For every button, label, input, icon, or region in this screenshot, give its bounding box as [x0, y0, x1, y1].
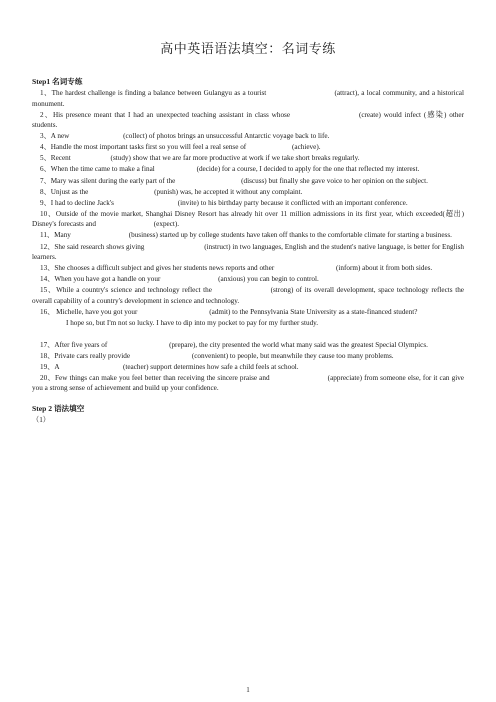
question-text: 3、A new — [40, 132, 72, 141]
question-list — [32, 88, 464, 317]
question-item — [32, 340, 464, 351]
question-text: 18、Private cars really provide — [40, 351, 132, 360]
question-text: 1、The hardest challenge is finding a balance between Gulangyu as a tourist — [40, 89, 269, 97]
word-hint: (instruct) in two languages, English and the student's native language, is better for English learners. — [32, 242, 465, 262]
word-hint: (inform) about it from both sides. — [336, 264, 433, 273]
question-text: 6、When the time came to make a final — [40, 165, 157, 174]
question-text: 11、Many — [40, 231, 73, 240]
question-text: 14、When you have got a handle on your — [40, 275, 163, 284]
word-hint: (admit) to the Pennsylvania State University as a state-financed student? — [209, 307, 418, 316]
question-text: 15、While a country's science and technology reflect the — [40, 286, 215, 295]
question-item — [32, 153, 464, 164]
word-hint: (anxious) you can begin to control. — [218, 275, 319, 284]
word-hint: (business) started up by college students have taken off thanks to the comfortable climate for starting a business. — [128, 231, 452, 240]
page-title: 高中英语语法填空：名词专练 — [160, 41, 336, 56]
step2-heading: Step 2 语法填空 — [32, 404, 85, 414]
worksheet-body — [32, 77, 464, 426]
question-item — [32, 242, 464, 263]
question-text: 9、I had to decline Jack's — [40, 198, 116, 207]
question-text: 2、His presence meant that I had an unexpected teaching assistant in class whose — [40, 110, 293, 119]
question-item — [32, 142, 464, 153]
question-list-continued — [32, 340, 464, 394]
q16-reply: I hope so, but I'm not so lucky. I have to dip into my pocket to pay for my further study. — [66, 319, 319, 327]
question-text: 4、Handle the most important tasks first so you will feel a real sense of — [40, 143, 248, 152]
word-hint: (collect) of photos brings an unsuccessful Antarctic voyage back to life. — [123, 132, 330, 141]
question-item — [32, 285, 464, 306]
step1-heading: Step1 名词专练 — [32, 77, 83, 86]
question-item — [32, 110, 464, 131]
question-item — [32, 230, 464, 241]
question-text: 16、 Michelle, have you got your — [40, 307, 140, 316]
word-hint: (discuss) but finally she gave voice to her opinion on the subject. — [241, 176, 428, 185]
question-item — [32, 176, 464, 187]
word-hint: (expect). — [153, 220, 180, 229]
question-text: 20、Few things can make you feel better than receiving the sincere praise and — [40, 373, 272, 382]
step2-subsection: （1） — [32, 416, 50, 425]
question-item — [32, 307, 464, 318]
question-item — [32, 164, 464, 175]
question-item — [32, 373, 464, 394]
word-hint: (teacher) support determines how safe a child feels at school. — [122, 362, 299, 371]
question-item — [32, 88, 464, 109]
question-text: 13、She chooses a difficult subject and gives her students news reports and other — [40, 264, 277, 273]
question-text: 17、After five years of — [40, 340, 110, 349]
question-text: 5、Recent — [40, 154, 73, 163]
word-hint: (invite) to his birthday party because it conflicted with an important conference. — [177, 198, 408, 207]
question-text: 7、Mary was silent during the early part of the — [40, 176, 178, 185]
question-item — [32, 351, 464, 362]
question-item — [32, 274, 464, 285]
page-number: 1 — [246, 686, 250, 694]
word-hint: (create) would infect (感染) other students. — [32, 110, 465, 130]
question-text: 12、She said research shows giving — [40, 242, 147, 251]
question-item — [32, 131, 464, 142]
question-text: 10、Outside of the movie market, Shanghai Disney Resort has already hit over 11 million admissions in its first year, which exceeded(超出) Disney's forecasts and — [32, 209, 464, 229]
word-hint: (achieve). — [292, 143, 321, 152]
question-item — [32, 209, 464, 230]
question-text: 19、A — [40, 362, 61, 371]
question-item — [32, 198, 464, 209]
word-hint: (attract), a local community, and a historical monument. — [32, 89, 464, 108]
question-item — [32, 263, 464, 274]
word-hint: (decide) for a course, I decided to apply for the one that reflected my interest. — [196, 165, 420, 174]
question-item — [32, 187, 464, 198]
word-hint: (strong) of its overall development, space technology reflects the overall capability of a country's development in science and technology. — [32, 286, 464, 305]
word-hint: (prepare), the city presented the world what many said was the greatest Special Olympics. — [169, 340, 428, 349]
word-hint: (study) show that we are far more productive at work if we take short breaks regularly. — [110, 154, 360, 163]
word-hint: (punish) was, he accepted it without any complaint. — [154, 187, 303, 196]
word-hint: (convenient) to people, but meanwhile they cause too many problems. — [191, 351, 394, 360]
question-item — [32, 362, 464, 373]
word-hint: (appreciate) from someone else, for it can give you a strong sense of achievement and build up your confidence. — [32, 373, 464, 393]
question-text: 8、Unjust as the — [40, 187, 91, 196]
